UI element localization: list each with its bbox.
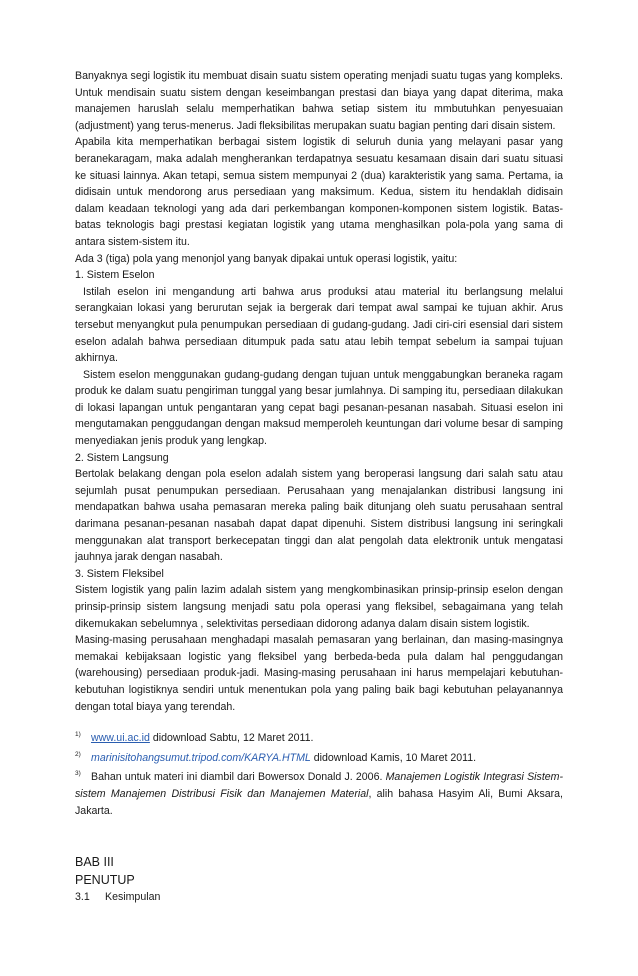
- footnote-text: , alih bahasa Hasyim Ali, Bumi Aksara, Jakarta.: [75, 787, 563, 817]
- paragraph: Ada 3 (tiga) pola yang menonjol yang banyak dipakai untuk operasi logistik, yaitu:: [75, 252, 458, 265]
- footnote-mark: 1): [75, 731, 81, 739]
- list-heading-eselon: 1. Sistem Eselon: [75, 269, 155, 282]
- section-title: Kesimpulan: [105, 891, 161, 904]
- footnote-mark: 2): [75, 750, 81, 758]
- chapter-title: PENUTUP: [75, 873, 135, 888]
- section-number: 3.1: [75, 891, 90, 904]
- paragraph: Apabila kita memperhatikan berbagai sistem logistik di seluruh dunia yang melayani pasar yang beranekaragam, maka adalah mengherankan terdapatnya sesuatu kesamaan disain dari suatu situasi ke situasi lainnya. Akan tetapi, semua sistem mempunyai 2 (dua) karakteristik yang sama. Pertama, ia didisain untuk mendorong arus persediaan yang maksimum. Kedua, sistem itu hendaklah didisain dalam keadaan teknologi yang ada dari perkembangan komponen-komponen sistem logistik. Batas-batas teknologis bagi prestasi kegiatan logistik yang utama menghasilkan pola-pola yang sama di antara sistem-sistem itu.: [75, 136, 563, 248]
- section-heading: [75, 889, 563, 906]
- paragraph: Istilah eselon ini mengandung arti bahwa arus produksi atau material itu berlangsung melalui serangkaian lokasi yang berurutan sejak ia bergerak dari tempat awal sampai ke tujuan akhir. Arus tersebut menyangkut pula penumpukan persediaan di gudang-gudang. Jadi ciri-ciri esensial dari sistem eselon adalah bahwa persediaan ditumpuk pada satu atau lebih tempat sebelum ia sampai tujuan akhirnya.: [75, 285, 563, 365]
- spacer: [75, 819, 563, 853]
- footnote-book-title: Manajemen Logistik Integrasi Sistem-sistem Manajemen Distribusi Fisik dan Manajemen Material: [75, 771, 564, 800]
- footnote-text: didownload Sabtu, 12 Maret 2011.: [149, 732, 314, 745]
- spacer: [75, 715, 563, 727]
- paragraph: Masing-masing perusahaan menghadapi masalah pemasaran yang berlainan, dan masing-masingnya memakai kebijaksaan logistic yang fleksibel yang berbeda-beda pula dalam hal penggudangan (warehousing) persediaan produk-jadi. Masing-masing perusahaan ini harus mempelajari kebutuhan-kebutuhan logistiknya sendiri untuk menentukan pola yang paling baik bagi kebutuhan pelayanannya dengan total biaya yang terendah.: [75, 634, 563, 713]
- footnote-mark: 3): [75, 770, 81, 778]
- footnote-2: [75, 747, 563, 767]
- list-heading-fleksibel: 3. Sistem Fleksibel: [75, 567, 164, 580]
- list-heading-langsung: 2. Sistem Langsung: [75, 451, 169, 464]
- footnote-3: [75, 766, 563, 819]
- document-page: [75, 68, 563, 906]
- paragraph: Banyaknya segi logistik itu membuat disain suatu sistem operating menjadi suatu tugas yang kompleks. Untuk mendisain suatu sistem dengan keseimbangan prestasi dan biaya yang dapat diterima, maka manajemen haruslah selalu memperhatikan bahwa setiap sistem itu mmbutuhkan penyesuaian (adjustment) yang terus-menerus. Jadi fleksibilitas merupakan suatu bagian penting dari disain sistem.: [75, 70, 563, 132]
- footnote-text: Bahan untuk materi ini diambil dari Bowersox Donald J. 2006.: [91, 771, 386, 784]
- paragraph: Sistem eselon menggunakan gudang-gudang dengan tujuan untuk menggabungkan beraneka ragam produk ke dalam suatu pengiriman tunggal yang besar jumlahnya. Di samping itu, persediaan dilakukan di lokasi lapangan untuk pengantaran yang cepat bagi pesanan-pesanan nasabah. Situasi eselon ini mengutamakan penggudangan dengan maksud memperoleh keuntungan dari volume besar di samping menyediakan jenis produk yang lengkap.: [75, 368, 563, 448]
- paragraph: Sistem logistik yang palin lazim adalah sistem yang mengkombinasikan prinsip-prinsip eselon dengan prinsip-prinsip sistem langsung menjadi satu pola operasi yang fleksibel, sebagaimana yang telah dikemukakan sebelumnya , selektivitas persediaan didorong adanya dalam disain sistem logistik.: [75, 584, 563, 630]
- paragraph: Bertolak belakang dengan pola eselon adalah sistem yang beroperasi langsung dari salah satu atau sejumlah pusat penumpukan persediaan. Perusahaan yang menajalankan distribusi langsung ini mendapatkan bahwa usaha pemasaran mereka paling baik ditunjang oleh suatu perusahaan sentral darimana pesanan-pesanan nasabah dapat dapat dipenuhi. Sistem distribusi langsung ini seringkali menggunakan alat transport berkecepatan tinggi dan alat pengolah data elektronik untuk mengatasi jauhnya jarak dengan nasabah.: [75, 468, 563, 564]
- footnote-text: didownload Kamis, 10 Maret 2011.: [310, 751, 477, 764]
- footnote-1: [75, 727, 563, 747]
- footnote-link[interactable]: www.ui.ac.id: [91, 732, 150, 745]
- chapter-number: BAB III: [75, 855, 114, 870]
- footnote-link[interactable]: marinisitohangsumut.tripod.com/KARYA.HTML: [91, 751, 311, 764]
